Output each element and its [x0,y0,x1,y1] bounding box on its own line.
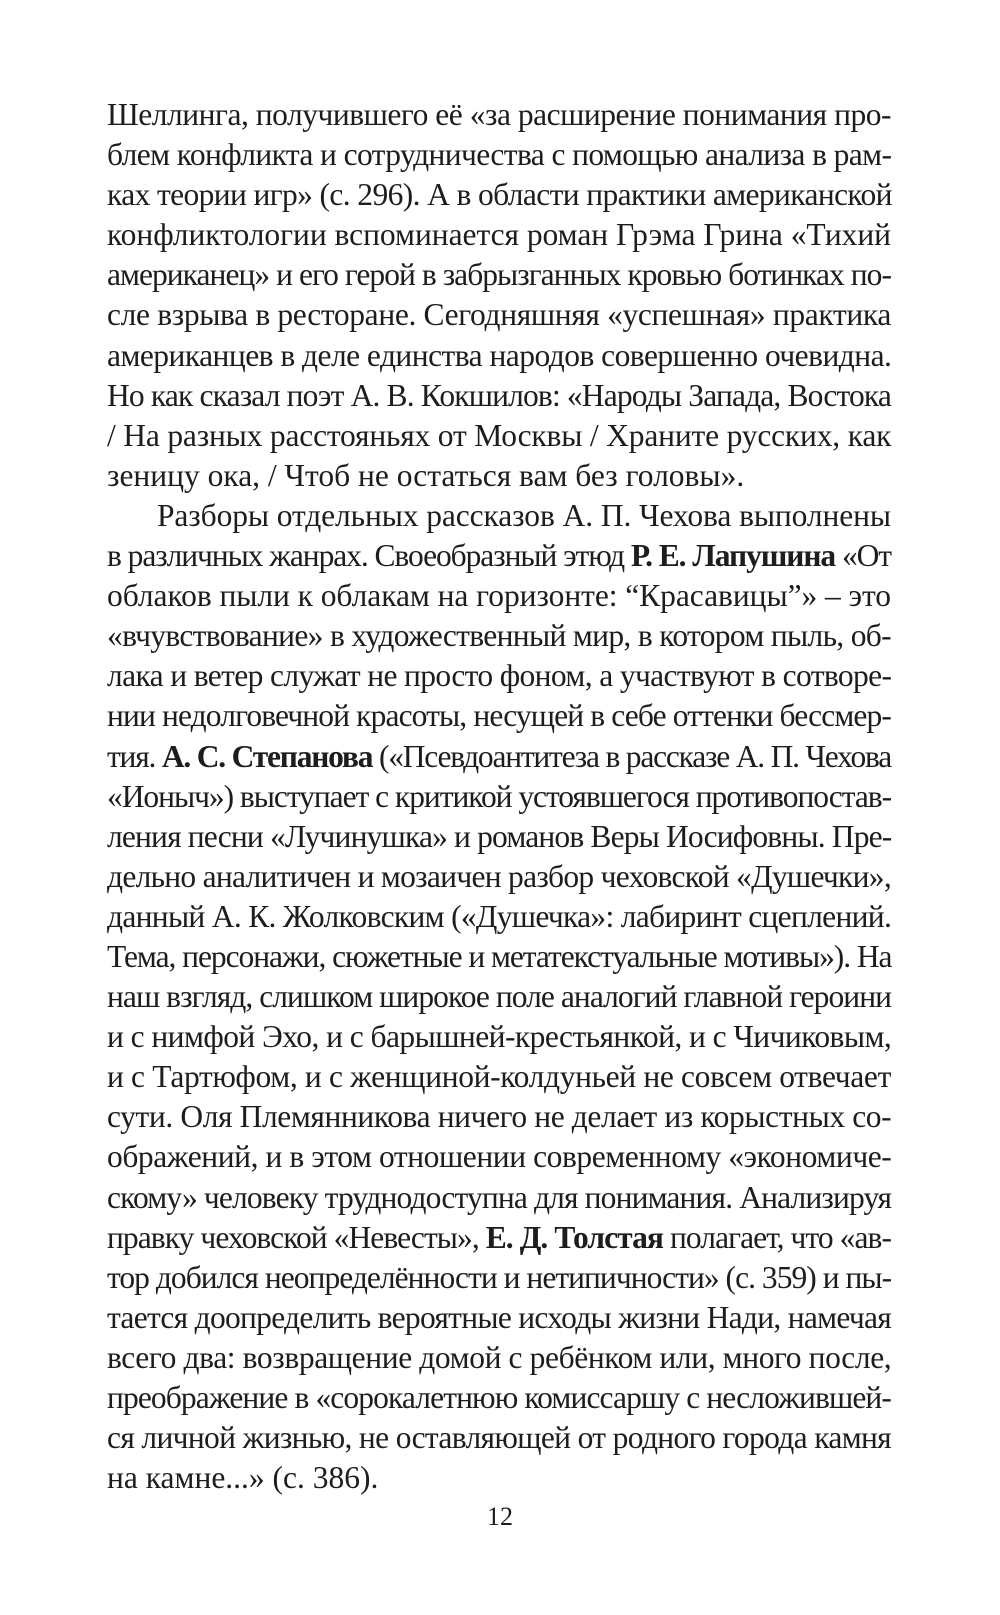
text-line: на камне...» (с. 386). [107,1460,379,1496]
text-run: «От [835,538,891,574]
text-line [107,536,891,576]
text-line: зеницу ока, / Чтоб не остаться вам без головы». [107,457,745,493]
paragraph-1 [107,95,891,496]
text-line: «Ионыч») выступает с критикой устоявшегося противопостав- [107,778,892,814]
text-run: полагает, что «ав- [663,1219,892,1255]
text-line: данный А. К. Жолковским («Душечка»: лабиринт сцеплений. [107,898,892,934]
text-line: «вчувствование» в художественный мир, в котором пыль, об- [107,618,891,654]
text-line: / На разных расстояньях от Москвы / Храните русских, как [107,417,892,453]
text-line: и с нимфой Эхо, и с барышней-крестьянкой, и с Чичиковым, [107,1019,892,1055]
text-line: всего два: возвращение домой с ребёнком или, много после, [107,1339,892,1375]
text-line: ления песни «Лучинушка» и романов Веры Иосифовны. Пре- [107,818,892,854]
text-line: ся личной жизнью, не оставляющей от родного города камня [107,1420,891,1456]
text-line: облаков пыли к облакам на горизонте: “Красавицы”» – это [107,578,891,614]
text-line: Тема, персонажи, сюжетные и метатекстуальные мотивы»). На [107,938,892,974]
text-line [107,1218,891,1258]
text-line: Шеллинга, получившего её «за расширение понимания про- [107,97,891,132]
text-line: ках теории игр» (с. 296). А в области практики американской [107,177,892,213]
text-line: конфликтологии вспоминается роман Грэма Грина «Тихий [107,217,891,253]
text-run: тия. [107,738,162,774]
text-line: лака и ветер служат не просто фоном, а участвуют в сотворе- [107,658,892,694]
text-line: Разборы отдельных рассказов А. П. Чехова выполнены [157,497,891,533]
body-text [107,95,891,1498]
author-name-lapushin: Р. Е. Лапушина [630,538,836,574]
text-line [107,737,891,777]
text-run: («Псевдоантитеза в рассказе А. П. Чехова [372,738,891,774]
text-line: американец» и его герой в забрызганных кровью ботинках по- [107,257,891,293]
text-line: сути. Оля Племянникова ничего не делает из корыстных со- [107,1099,892,1135]
text-line: нии недолговечной красоты, несущей в себе оттенки бессмер- [107,698,891,734]
text-line: тор добился неопределённости и нетипичности» (с. 359) и пы- [107,1259,892,1295]
text-line: и с Тартюфом, и с женщиной-колдуньей не совсем отвечает [107,1059,891,1095]
paragraph-2 [107,496,891,1498]
text-line: ображений, и в этом отношении современному «экономиче- [107,1139,892,1175]
author-name-tolstaya: Е. Д. Толстая [485,1219,664,1255]
text-run: правку чеховской «Невесты», [107,1219,486,1255]
page-number: 12 [487,1502,513,1531]
text-line: наш взгляд, слишком широкое поле аналогий главной героини [107,979,892,1015]
text-line: преображение в «сорокалетнюю комиссаршу с несложившей- [107,1380,891,1415]
text-line: тается доопределить вероятные исходы жизни Нади, намечая [107,1299,891,1335]
text-line: Но как сказал поэт А. В. Кокшилов: «Народы Запада, Востока [107,377,891,413]
text-line: блем конфликта и сотрудничества с помощью анализа в рам- [107,137,892,173]
text-run: в различных жанрах. Своеобразный этюд [107,538,631,574]
text-line: скому» человеку труднодоступна для понимания. Анализируя [107,1179,892,1215]
author-name-stepanova: А. С. Степанова [161,738,373,774]
text-line: американцев в деле единства народов совершенно очевидна. [107,337,892,373]
text-line: сле взрыва в ресторане. Сегодняшняя «успешная» практика [107,297,891,333]
text-line: дельно аналитичен и мозаичен разбор чеховской «Душечки», [107,858,891,894]
